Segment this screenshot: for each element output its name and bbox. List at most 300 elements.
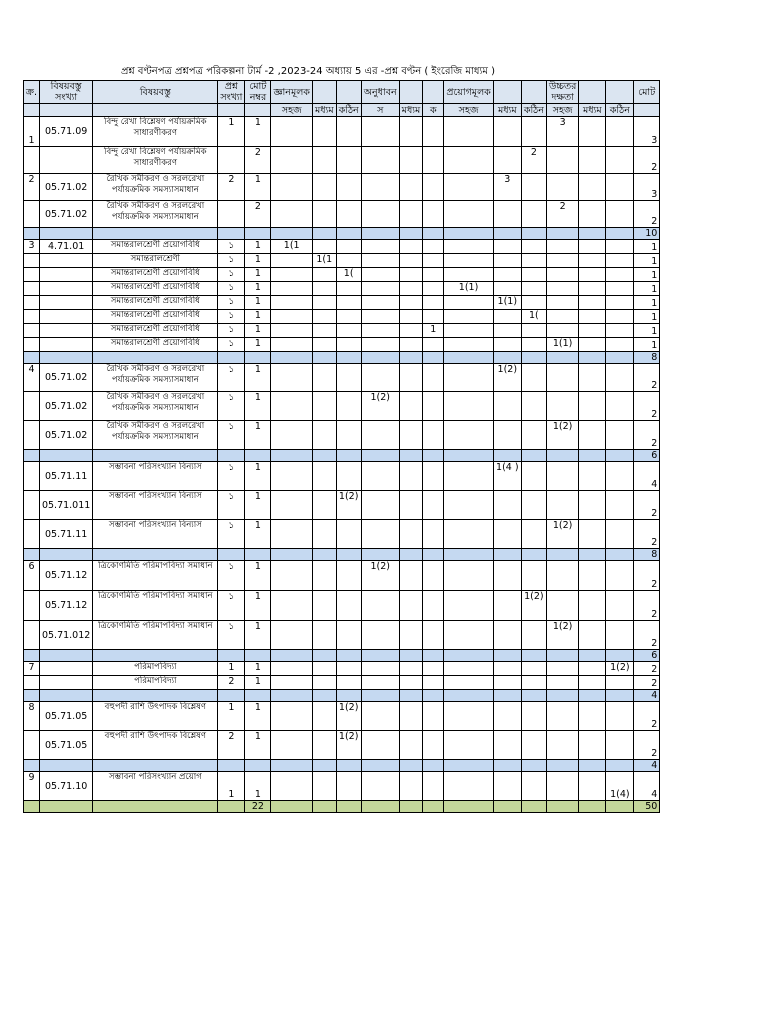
table-cell [271, 338, 313, 352]
table-cell [546, 240, 578, 254]
table-cell [39, 338, 92, 352]
table-row [24, 421, 660, 450]
header-cell: স [361, 104, 399, 117]
table-cell: 1 [245, 240, 271, 254]
table-cell [521, 392, 546, 421]
table-cell [361, 338, 399, 352]
table-cell [312, 561, 336, 591]
table-cell: 05.71.02 [39, 421, 92, 450]
grand-total-row [24, 801, 660, 813]
table-cell [521, 520, 546, 549]
table-cell: 2 [634, 147, 660, 174]
table-cell: 2 [634, 676, 660, 690]
table-cell [361, 254, 399, 268]
table-cell: ১ [218, 591, 245, 621]
table-cell [361, 491, 399, 520]
table-cell [361, 621, 399, 650]
table-cell [579, 296, 606, 310]
table-cell [361, 760, 399, 772]
table-row [24, 561, 660, 591]
table-cell [444, 690, 494, 702]
table-cell [606, 690, 634, 702]
table-cell: 2 [218, 731, 245, 760]
table-cell: 1(1 [271, 240, 313, 254]
table-cell [24, 650, 40, 662]
header-cell [423, 81, 444, 104]
table-cell [606, 117, 634, 147]
table-cell [579, 760, 606, 772]
table-row [24, 338, 660, 352]
table-cell: 05.71.11 [39, 520, 92, 549]
table-cell: 4.71.01 [39, 240, 92, 254]
table-cell: ত্রিকোণমিতি পরিমাপবিদ্যা সমাধান [93, 591, 218, 621]
table-cell: 4 [634, 760, 660, 772]
table-cell [271, 662, 313, 676]
header-cell: প্রয়োগমূলক [444, 81, 494, 104]
header-cell [634, 104, 660, 117]
table-cell [493, 324, 521, 338]
table-cell [399, 450, 423, 462]
table-cell [336, 760, 361, 772]
table-cell [218, 690, 245, 702]
table-cell [24, 801, 40, 813]
table-cell [579, 240, 606, 254]
header-cell [579, 81, 606, 104]
table-cell [546, 352, 578, 364]
table-cell [361, 676, 399, 690]
table-cell [579, 117, 606, 147]
table-cell [423, 621, 444, 650]
table-cell [423, 364, 444, 392]
table-cell [521, 549, 546, 561]
table-cell [312, 352, 336, 364]
table-cell [606, 491, 634, 520]
table-cell [579, 421, 606, 450]
table-cell [361, 310, 399, 324]
table-cell: 2 [634, 702, 660, 731]
table-cell [24, 147, 40, 174]
table-cell [271, 520, 313, 549]
table-cell [444, 731, 494, 760]
table-cell [93, 450, 218, 462]
table-cell [399, 364, 423, 392]
table-cell: ১ [218, 296, 245, 310]
table-cell [336, 338, 361, 352]
table-cell [493, 650, 521, 662]
table-cell [361, 702, 399, 731]
subtotal-row [24, 690, 660, 702]
table-cell [521, 772, 546, 801]
table-cell [521, 296, 546, 310]
table-cell [39, 296, 92, 310]
table-cell [579, 282, 606, 296]
table-cell [493, 254, 521, 268]
table-cell: 05.71.05 [39, 702, 92, 731]
table-cell [606, 352, 634, 364]
table-cell [399, 690, 423, 702]
table-cell: 1 [245, 731, 271, 760]
table-cell [579, 591, 606, 621]
table-cell [606, 201, 634, 228]
table-cell: 1 [634, 282, 660, 296]
table-cell: 1 [245, 392, 271, 421]
table-cell [399, 621, 423, 650]
table-cell: সম্ভাবনা পরিসংখ্যান বিন্যাস [93, 520, 218, 549]
table-cell [39, 676, 92, 690]
table-cell: 1 [634, 240, 660, 254]
table-cell [493, 352, 521, 364]
table-cell [271, 801, 313, 813]
header-cell [39, 104, 92, 117]
table-cell: 05.71.11 [39, 462, 92, 491]
table-cell [271, 296, 313, 310]
table-cell [521, 282, 546, 296]
header-cell: কঠিন [606, 104, 634, 117]
table-cell: ১ [218, 240, 245, 254]
table-cell [39, 760, 92, 772]
table-cell [399, 282, 423, 296]
table-cell [39, 228, 92, 240]
table-cell [399, 338, 423, 352]
table-cell: 1 [245, 338, 271, 352]
table-cell [493, 690, 521, 702]
table-cell: 2 [546, 201, 578, 228]
table-cell [24, 324, 40, 338]
table-cell [218, 228, 245, 240]
table-cell: 6 [634, 450, 660, 462]
table-cell [521, 450, 546, 462]
table-cell [579, 392, 606, 421]
header-cell [521, 81, 546, 104]
table-cell [312, 421, 336, 450]
table-cell [521, 117, 546, 147]
table-cell: ১ [218, 338, 245, 352]
table-cell [606, 228, 634, 240]
table-cell [336, 352, 361, 364]
table-cell: রৈখিক সমীকরণ ও সরলরেখা পর্যায়ক্রমিক সমস্যাসমাধান [93, 421, 218, 450]
table-cell [336, 324, 361, 338]
table-cell [423, 690, 444, 702]
table-cell [493, 676, 521, 690]
table-cell: 1(2) [546, 621, 578, 650]
table-cell [546, 310, 578, 324]
table-cell: 1(2) [521, 591, 546, 621]
table-row [24, 676, 660, 690]
table-cell [521, 240, 546, 254]
table-cell: বিন্দু রেখা বিশ্লেষণ পর্যায়ক্রমিক সাধারণীকরণ [93, 147, 218, 174]
table-cell [361, 591, 399, 621]
table-cell: 3 [24, 240, 40, 254]
table-cell [493, 621, 521, 650]
table-cell [312, 650, 336, 662]
table-cell [444, 174, 494, 201]
table-cell: 1 [245, 310, 271, 324]
table-cell: 10 [634, 228, 660, 240]
table-cell [423, 338, 444, 352]
table-cell [493, 731, 521, 760]
table-cell [423, 760, 444, 772]
table-cell [423, 228, 444, 240]
table-cell [423, 561, 444, 591]
table-cell [579, 662, 606, 676]
table-cell [444, 491, 494, 520]
table-cell [546, 450, 578, 462]
table-cell [399, 662, 423, 676]
table-row [24, 296, 660, 310]
table-cell [39, 450, 92, 462]
header-cell [24, 104, 40, 117]
table-cell [312, 296, 336, 310]
table-cell [606, 282, 634, 296]
table-cell [606, 450, 634, 462]
table-cell [606, 324, 634, 338]
table-cell [312, 549, 336, 561]
header-cell [245, 104, 271, 117]
table-cell [24, 491, 40, 520]
table-cell [24, 731, 40, 760]
table-cell [336, 591, 361, 621]
table-cell: 1 [634, 338, 660, 352]
table-cell [271, 450, 313, 462]
table-cell: সম্ভাবনা পরিসংখ্যান বিন্যাস [93, 491, 218, 520]
table-cell [423, 296, 444, 310]
table-cell [245, 228, 271, 240]
header-cell: সহজ [271, 104, 313, 117]
table-cell [336, 201, 361, 228]
table-cell [361, 240, 399, 254]
table-cell: 1(1) [493, 296, 521, 310]
table-cell: 1 [634, 310, 660, 324]
table-cell [423, 702, 444, 731]
table-cell: 1( [336, 268, 361, 282]
table-cell: 2 [634, 662, 660, 676]
table-cell [271, 731, 313, 760]
table-cell [444, 549, 494, 561]
header-cell: সহজ [546, 104, 578, 117]
table-cell [361, 801, 399, 813]
table-cell [579, 491, 606, 520]
table-row [24, 591, 660, 621]
table-cell [93, 549, 218, 561]
table-cell [361, 364, 399, 392]
table-cell [24, 462, 40, 491]
table-cell: 2 [245, 147, 271, 174]
table-cell [546, 147, 578, 174]
table-cell [271, 201, 313, 228]
table-cell [312, 520, 336, 549]
header-cell [218, 104, 245, 117]
table-cell [521, 760, 546, 772]
table-cell [24, 450, 40, 462]
table-cell [39, 662, 92, 676]
table-cell [444, 147, 494, 174]
table-cell [271, 392, 313, 421]
table-cell: 1 [24, 117, 40, 147]
table-cell: সমান্তরালশ্রেণী প্রয়োগবিধি [93, 338, 218, 352]
table-cell [336, 254, 361, 268]
table-cell [606, 549, 634, 561]
table-cell [218, 352, 245, 364]
table-cell: 05.71.011 [39, 491, 92, 520]
table-cell [24, 254, 40, 268]
header-cell: মোট [634, 81, 660, 104]
table-cell [271, 421, 313, 450]
table-cell [399, 772, 423, 801]
table-cell [423, 352, 444, 364]
table-cell [336, 147, 361, 174]
table-cell [423, 591, 444, 621]
table-cell: 2 [634, 364, 660, 392]
table-cell [271, 268, 313, 282]
table-cell [361, 520, 399, 549]
table-cell [546, 268, 578, 282]
table-cell [579, 228, 606, 240]
header-cell: ক্র. [24, 81, 40, 104]
table-cell [423, 450, 444, 462]
table-row [24, 268, 660, 282]
header-cell: মধ্যম [579, 104, 606, 117]
table-cell [271, 310, 313, 324]
table-cell: পরিমাপবিদ্যা [93, 676, 218, 690]
table-cell [546, 296, 578, 310]
table-cell [39, 801, 92, 813]
table-cell [423, 676, 444, 690]
table-cell [39, 268, 92, 282]
table-cell [399, 549, 423, 561]
table-cell: রৈখিক সমীকরণ ও সরলরেখা পর্যায়ক্রমিক সমস্যাসমাধান [93, 364, 218, 392]
table-cell: 1 [245, 621, 271, 650]
table-cell [606, 731, 634, 760]
table-cell: রৈখিক সমীকরণ ও সরলরেখা পর্যায়ক্রমিক সমস্যাসমাধান [93, 392, 218, 421]
table-cell [24, 421, 40, 450]
table-cell [336, 421, 361, 450]
table-cell [521, 338, 546, 352]
table-row [24, 282, 660, 296]
table-cell [361, 421, 399, 450]
table-cell: ১ [218, 462, 245, 491]
table-cell [521, 621, 546, 650]
table-cell [444, 561, 494, 591]
table-cell [336, 450, 361, 462]
table-cell [579, 621, 606, 650]
table-cell [399, 591, 423, 621]
table-cell [399, 324, 423, 338]
table-cell [24, 392, 40, 421]
table-cell [271, 352, 313, 364]
table-cell: 1(4 ) [493, 462, 521, 491]
table-cell: ১ [218, 364, 245, 392]
table-cell [361, 549, 399, 561]
table-cell: ১ [218, 520, 245, 549]
table-row [24, 240, 660, 254]
table-cell [271, 117, 313, 147]
table-cell: 22 [245, 801, 271, 813]
table-cell [271, 760, 313, 772]
table-cell: বহুপদী রাশি উৎপাদক বিশ্লেষণ [93, 702, 218, 731]
table-cell [423, 268, 444, 282]
table-cell [521, 491, 546, 520]
table-cell [361, 650, 399, 662]
table-cell [336, 801, 361, 813]
table-cell [336, 310, 361, 324]
table-cell: ১ [218, 392, 245, 421]
table-cell [336, 690, 361, 702]
table-cell: 1 [218, 702, 245, 731]
table-cell [579, 450, 606, 462]
table-cell [423, 117, 444, 147]
table-cell [444, 421, 494, 450]
table-cell: 05.71.05 [39, 731, 92, 760]
table-cell [24, 296, 40, 310]
table-cell: 2 [634, 561, 660, 591]
table-cell [444, 201, 494, 228]
table-cell [521, 462, 546, 491]
table-cell: 1(4) [606, 772, 634, 801]
table-cell [361, 174, 399, 201]
table-cell [521, 268, 546, 282]
table-cell [579, 676, 606, 690]
table-cell: 3 [634, 117, 660, 147]
table-cell [606, 801, 634, 813]
table-cell [521, 364, 546, 392]
table-cell [606, 520, 634, 549]
table-cell [546, 702, 578, 731]
table-cell [493, 310, 521, 324]
table-cell [312, 772, 336, 801]
table-cell [579, 174, 606, 201]
table-cell [399, 352, 423, 364]
table-cell [271, 491, 313, 520]
table-cell: 05.71.02 [39, 364, 92, 392]
table-cell [312, 462, 336, 491]
table-row [24, 201, 660, 228]
table-cell: 1(2) [361, 392, 399, 421]
table-cell [493, 760, 521, 772]
table-cell: 4 [24, 364, 40, 392]
table-cell: 2 [218, 174, 245, 201]
table-cell [579, 650, 606, 662]
table-cell [444, 450, 494, 462]
table-cell: ১ [218, 282, 245, 296]
table-cell [336, 174, 361, 201]
table-cell [546, 731, 578, 760]
table-cell: 1 [245, 772, 271, 801]
table-cell [312, 364, 336, 392]
table-cell [444, 702, 494, 731]
table-cell [546, 228, 578, 240]
table-cell [336, 117, 361, 147]
table-cell [93, 760, 218, 772]
table-cell [423, 549, 444, 561]
table-cell [312, 702, 336, 731]
header-cell: উচ্চতর দক্ষতা [546, 81, 578, 104]
table-cell [579, 702, 606, 731]
table-cell [336, 228, 361, 240]
table-cell [444, 352, 494, 364]
subtotal-row [24, 760, 660, 772]
table-cell [336, 772, 361, 801]
table-cell [606, 650, 634, 662]
table-cell [606, 338, 634, 352]
table-cell: 1 [245, 254, 271, 268]
table-cell [399, 520, 423, 549]
table-cell [312, 731, 336, 760]
table-cell: ১ [218, 561, 245, 591]
table-cell [493, 561, 521, 591]
table-cell: ১ [218, 324, 245, 338]
table-cell [493, 147, 521, 174]
table-cell [24, 310, 40, 324]
